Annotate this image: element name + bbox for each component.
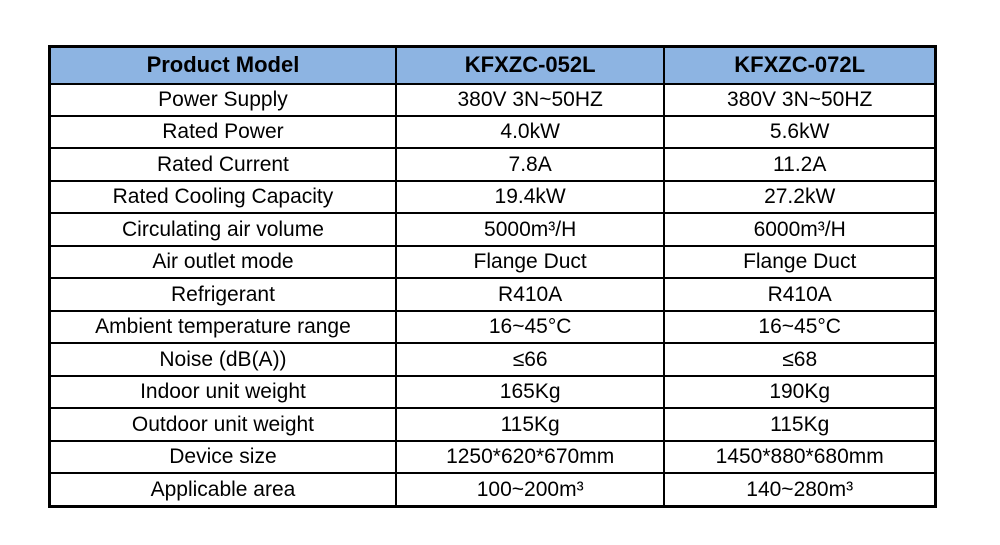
value-052l: 380V 3N~50HZ (396, 84, 664, 116)
product-spec-table (48, 45, 937, 508)
row-label: Outdoor unit weight (50, 408, 396, 440)
value-072l: 380V 3N~50HZ (664, 84, 935, 116)
value-072l: R410A (664, 278, 935, 310)
value-072l: 11.2A (664, 148, 935, 180)
row-label: Device size (50, 441, 396, 473)
value-052l: 4.0kW (396, 116, 664, 148)
value-072l: 5.6kW (664, 116, 935, 148)
value-072l: 140~280m³ (664, 473, 935, 506)
table-row-power-supply (50, 84, 936, 116)
value-052l: 7.8A (396, 148, 664, 180)
row-label: Refrigerant (50, 278, 396, 310)
table-row-rated-power (50, 116, 936, 148)
row-label: Noise (dB(A)) (50, 343, 396, 375)
table-row-circulating-air-volume (50, 213, 936, 245)
table-row-rated-cooling-capacity (50, 181, 936, 213)
value-072l: 16~45°C (664, 311, 935, 343)
value-052l: 100~200m³ (396, 473, 664, 506)
row-label: Rated Current (50, 148, 396, 180)
value-052l: 5000m³/H (396, 213, 664, 245)
table-row-indoor-unit-weight (50, 376, 936, 408)
header-row (50, 47, 936, 84)
header-model-072l: KFXZC-072L (664, 47, 935, 84)
table-row-applicable-area (50, 473, 936, 506)
table-row-air-outlet-mode (50, 246, 936, 278)
table-row-refrigerant (50, 278, 936, 310)
value-052l: 19.4kW (396, 181, 664, 213)
row-label: Air outlet mode (50, 246, 396, 278)
row-label: Ambient temperature range (50, 311, 396, 343)
value-052l: 16~45°C (396, 311, 664, 343)
table-row-device-size (50, 441, 936, 473)
table-row-outdoor-unit-weight (50, 408, 936, 440)
value-072l: 115Kg (664, 408, 935, 440)
value-072l: 190Kg (664, 376, 935, 408)
table-row-ambient-temperature-range (50, 311, 936, 343)
row-label: Applicable area (50, 473, 396, 506)
header-model-052l: KFXZC-052L (396, 47, 664, 84)
value-052l: 115Kg (396, 408, 664, 440)
value-052l: 165Kg (396, 376, 664, 408)
value-072l: 6000m³/H (664, 213, 935, 245)
value-072l: 1450*880*680mm (664, 441, 935, 473)
value-052l: Flange Duct (396, 246, 664, 278)
row-label: Circulating air volume (50, 213, 396, 245)
row-label: Indoor unit weight (50, 376, 396, 408)
table-row-rated-current (50, 148, 936, 180)
value-072l: 27.2kW (664, 181, 935, 213)
value-052l: 1250*620*670mm (396, 441, 664, 473)
row-label: Power Supply (50, 84, 396, 116)
row-label: Rated Cooling Capacity (50, 181, 396, 213)
value-052l: ≤66 (396, 343, 664, 375)
header-product-model: Product Model (50, 47, 396, 84)
value-072l: ≤68 (664, 343, 935, 375)
table-row-noise (50, 343, 936, 375)
value-052l: R410A (396, 278, 664, 310)
row-label: Rated Power (50, 116, 396, 148)
value-072l: Flange Duct (664, 246, 935, 278)
spec-table-container (48, 45, 937, 508)
